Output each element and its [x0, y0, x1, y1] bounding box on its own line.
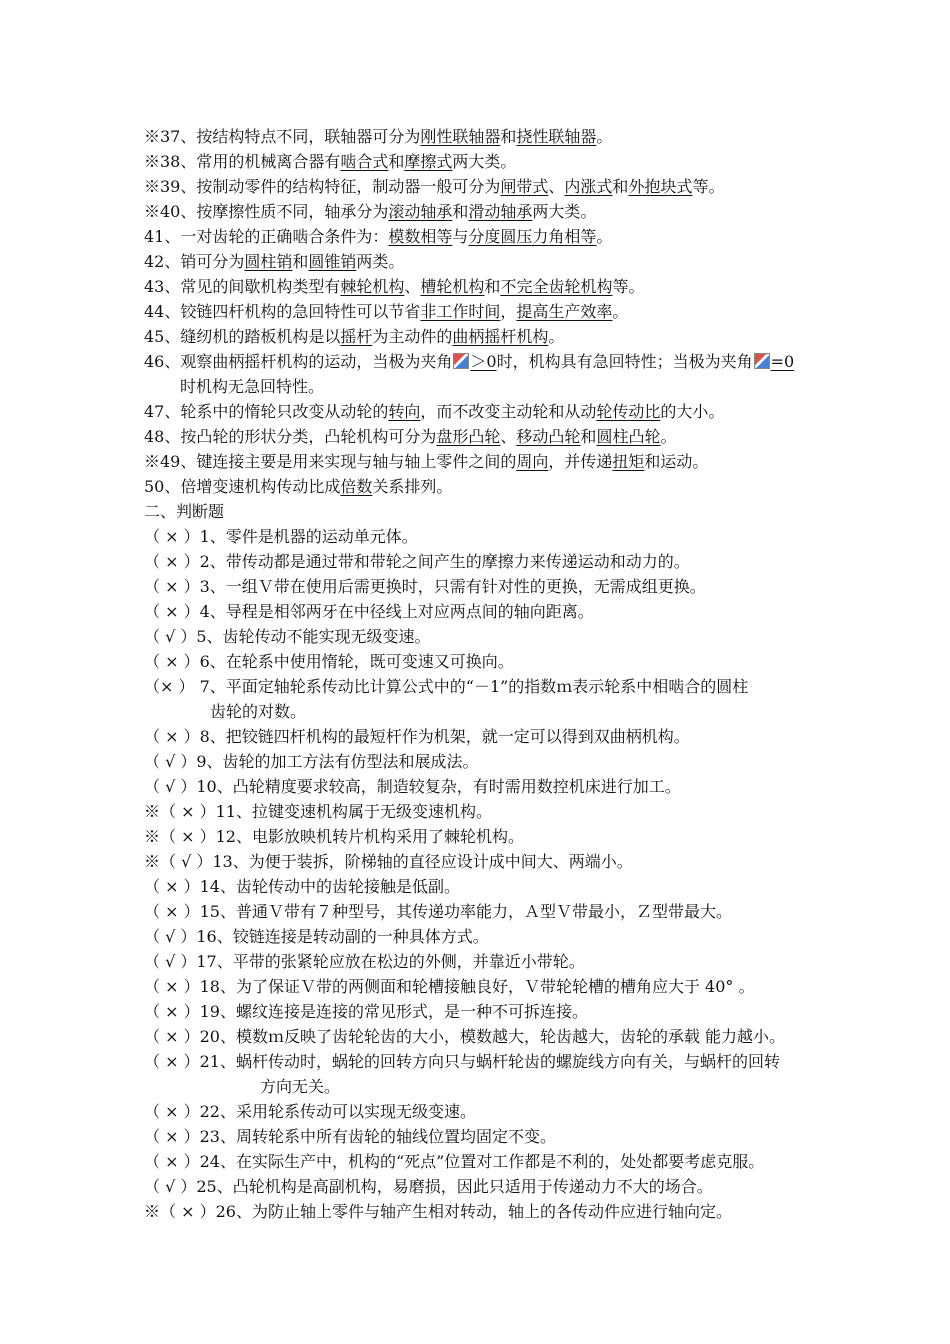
fill-q43	[144, 276, 884, 298]
q41-text: 41、一对齿轮的正确啮合条件为：	[144, 227, 389, 246]
q48-answer-3: 圆柱凸轮	[596, 427, 661, 446]
judge-item-continuation: 齿轮的对数。	[210, 702, 307, 721]
fill-q45	[144, 326, 884, 348]
q43-end: 等。	[612, 277, 645, 296]
judge-item: （ √ ）16、铰链连接是转动副的一种具体方式。	[144, 927, 489, 946]
q47-end: 的大小。	[660, 402, 725, 421]
fill-q37	[144, 126, 884, 148]
judge-item: ※（ × ）11、拉键变速机构属于无级变速机构。	[144, 802, 492, 821]
judge-item: （ × ）23、周转轮系中所有齿轮的轴线位置均固定不变。	[144, 1127, 556, 1146]
angle-symbol-icon	[754, 353, 770, 369]
fill-q38	[144, 151, 884, 173]
judge-item: （ × ）1、零件是机器的运动单元体。	[144, 527, 418, 546]
judge-item: （ × ）22、采用轮系传动可以实现无级变速。	[144, 1102, 476, 1121]
q48-mid-1: 、	[500, 427, 517, 446]
q50-end: 关系排列。	[372, 477, 453, 496]
q44-answer-1: 非工作时间	[420, 302, 501, 321]
fill-q47	[144, 401, 884, 423]
q45-end: 。	[548, 327, 565, 346]
q48-answer-1: 盘形凸轮	[436, 427, 501, 446]
q43-mid-1: 、	[404, 277, 421, 296]
q48-mid-2: 和	[580, 427, 597, 446]
q43-answer-2: 槽轮机构	[420, 277, 485, 296]
q40-mid: 和	[452, 202, 469, 221]
q49-end: 和运动。	[644, 452, 709, 471]
q46-answer-2: =0	[770, 352, 795, 371]
q49-answer-2: 扭矩	[612, 452, 645, 471]
judge-item: （ √ ）25、凸轮机构是高副机构，易磨损，因此只适用于传递动力不大的场合。	[144, 1177, 713, 1196]
q43-answer-1: 棘轮机构	[340, 277, 405, 296]
q38-answer-2: 摩擦式	[404, 152, 453, 171]
q44-text: 44、铰链四杆机构的急回特性可以节省	[144, 302, 421, 321]
fill-q50	[144, 476, 884, 498]
q50-text: 50、倍增变速机构传动比成	[144, 477, 341, 496]
judge-item: （ √ ）10、凸轮精度要求较高，制造较复杂，有时需用数控机床进行加工。	[144, 777, 681, 796]
q42-mid: 和	[292, 252, 309, 271]
q39-end: 等。	[692, 177, 725, 196]
q44-answer-2: 提高生产效率	[516, 302, 613, 321]
judge-item: （ × ）21、蜗杆传动时，蜗轮的回转方向只与蜗杆轮齿的螺旋线方向有关，与蜗杆的回转	[144, 1052, 780, 1071]
judge-item: （ × ）14、齿轮传动中的齿轮接触是低副。	[144, 877, 460, 896]
fill-q46	[144, 351, 884, 373]
judge-item: （ × ）19、螺纹连接是连接的常见形式，是一种不可拆连接。	[144, 1002, 588, 1021]
q46-mid: 时，机构具有急回特性；当极为夹角	[496, 352, 753, 371]
q45-mid: 为主动件的	[372, 327, 453, 346]
judge-item: （ × ）4、导程是相邻两牙在中径线上对应两点间的轴向距离。	[144, 602, 594, 621]
q37-end: 。	[596, 127, 613, 146]
q41-end: 。	[596, 227, 613, 246]
q43-text: 43、常见的间歇机构类型有	[144, 277, 341, 296]
judge-item: （ √ ）9、齿轮的加工方法有仿型法和展成法。	[144, 752, 479, 771]
fill-q41	[144, 226, 884, 248]
fill-q39	[144, 176, 884, 198]
q38-mid: 和	[388, 152, 405, 171]
judge-item: （ × ）18、为了保证Ｖ带的两侧面和轮槽接触良好，Ｖ带轮轮槽的槽角应大于 40° 。	[144, 977, 755, 996]
q44-mid: ，	[500, 302, 517, 321]
q48-text: 48、按凸轮的形状分类，凸轮机构可分为	[144, 427, 437, 446]
q49-answer-1: 周向	[516, 452, 549, 471]
judge-item: （ × ）2、带传动都是通过带和带轮之间产生的摩擦力来传递运动和动力的。	[144, 552, 690, 571]
fill-q44	[144, 301, 884, 323]
q47-answer-1: 转向	[388, 402, 421, 421]
q38-answer-1: 啮合式	[340, 152, 389, 171]
q41-answer-1: 模数相等	[388, 227, 453, 246]
q42-text: 42、销可分为	[144, 252, 245, 271]
q42-end: 两类。	[356, 252, 405, 271]
q42-answer-1: 圆柱销	[244, 252, 293, 271]
q49-text: ※49、键连接主要是用来实现与轴与轴上零件之间的	[144, 452, 517, 471]
q39-mid-2: 和	[612, 177, 629, 196]
q41-answer-2: 分度圆压力角相等	[468, 227, 597, 246]
q44-end: 。	[612, 302, 629, 321]
q40-text: ※40、按摩擦性质不同，轴承分为	[144, 202, 389, 221]
q46-continuation: 时机构无急回特性。	[180, 377, 325, 396]
judge-item: ※（ × ）12、电影放映机转片机构采用了棘轮机构。	[144, 827, 524, 846]
q40-answer-2: 滑动轴承	[468, 202, 533, 221]
fill-q40	[144, 201, 884, 223]
section-heading: 二、判断题	[144, 502, 225, 521]
judge-item: （× ） 7、平面定轴轮系传动比计算公式中的“－1”的指数ｍ表示轮系中相啮合的圆柱	[144, 677, 749, 696]
judge-item: ※（ √ ）13、为便于装拆，阶梯轴的直径应设计成中间大、两端小。	[144, 852, 633, 871]
q39-answer-1: 闸带式	[500, 177, 549, 196]
q45-answer-2: 曲柄摇杆机构	[452, 327, 549, 346]
judge-item: （ × ）20、模数ｍ反映了齿轮轮齿的大小，模数越大，轮齿越大，齿轮的承载 能力越小。	[144, 1027, 786, 1046]
q45-answer-1: 摇杆	[340, 327, 373, 346]
q37-answer-1: 刚性联轴器	[420, 127, 501, 146]
q37-text: ※37、按结构特点不同，联轴器可分为	[144, 127, 421, 146]
q47-mid: ，而不改变主动轮和从动	[420, 402, 597, 421]
judge-item: （ × ）6、在轮系中使用惰轮，既可变速又可换向。	[144, 652, 514, 671]
judge-item: （ × ）24、在实际生产中，机构的“死点”位置对工作都是不利的，处处都要考虑克服。	[144, 1152, 765, 1171]
q46-answer-1: ＞0	[470, 352, 497, 371]
q48-answer-2: 移动凸轮	[516, 427, 581, 446]
q40-end: 两大类。	[532, 202, 597, 221]
q42-answer-2: 圆锥销	[308, 252, 357, 271]
fill-q48	[144, 426, 884, 448]
q49-mid: ，并传递	[548, 452, 613, 471]
q37-answer-2: 挠性联轴器	[516, 127, 597, 146]
q45-text: 45、缝纫机的踏板机构是以	[144, 327, 341, 346]
q38-text: ※38、常用的机械离合器有	[144, 152, 341, 171]
q39-text: ※39、按制动零件的结构特征，制动器一般可分为	[144, 177, 501, 196]
judge-item-continuation: 方向无关。	[260, 1077, 341, 1096]
q50-answer-1: 倍数	[340, 477, 373, 496]
q47-text: 47、轮系中的惰轮只改变从动轮的	[144, 402, 389, 421]
q43-mid-2: 和	[484, 277, 501, 296]
q46-text: 46、观察曲柄摇杆机构的运动，当极为夹角	[144, 352, 453, 371]
judge-item: （ √ ）5、齿轮传动不能实现无级变速。	[144, 627, 431, 646]
q39-mid-1: 、	[548, 177, 565, 196]
judge-item: （ × ）15、普通Ｖ带有７种型号，其传递功率能力，Ａ型Ｖ带最小，Ｚ型带最大。	[144, 902, 732, 921]
judge-item: ※（ × ）26、为防止轴上零件与轴产生相对转动，轴上的各传动件应进行轴向定。	[144, 1202, 732, 1221]
q39-answer-2: 内涨式	[564, 177, 613, 196]
fill-q49	[144, 451, 884, 473]
fill-q42	[144, 251, 884, 273]
q48-end: 。	[660, 427, 677, 446]
judge-item: （ √ ）17、平带的张紧轮应放在松边的外侧，并靠近小带轮。	[144, 952, 585, 971]
q47-answer-2: 轮传动比	[596, 402, 661, 421]
q39-answer-3: 外抱块式	[628, 177, 693, 196]
judge-item: （ × ）3、一组Ｖ带在使用后需更换时，只需有针对性的更换，无需成组更换。	[144, 577, 706, 596]
q43-answer-3: 不完全齿轮机构	[500, 277, 613, 296]
judge-item: （ × ）8、把铰链四杆机构的最短杆作为机架，就一定可以得到双曲柄机构。	[144, 727, 690, 746]
q38-end: 两大类。	[452, 152, 517, 171]
q40-answer-1: 滚动轴承	[388, 202, 453, 221]
q41-mid: 与	[452, 227, 469, 246]
angle-symbol-icon	[453, 353, 469, 369]
q37-mid: 和	[500, 127, 517, 146]
